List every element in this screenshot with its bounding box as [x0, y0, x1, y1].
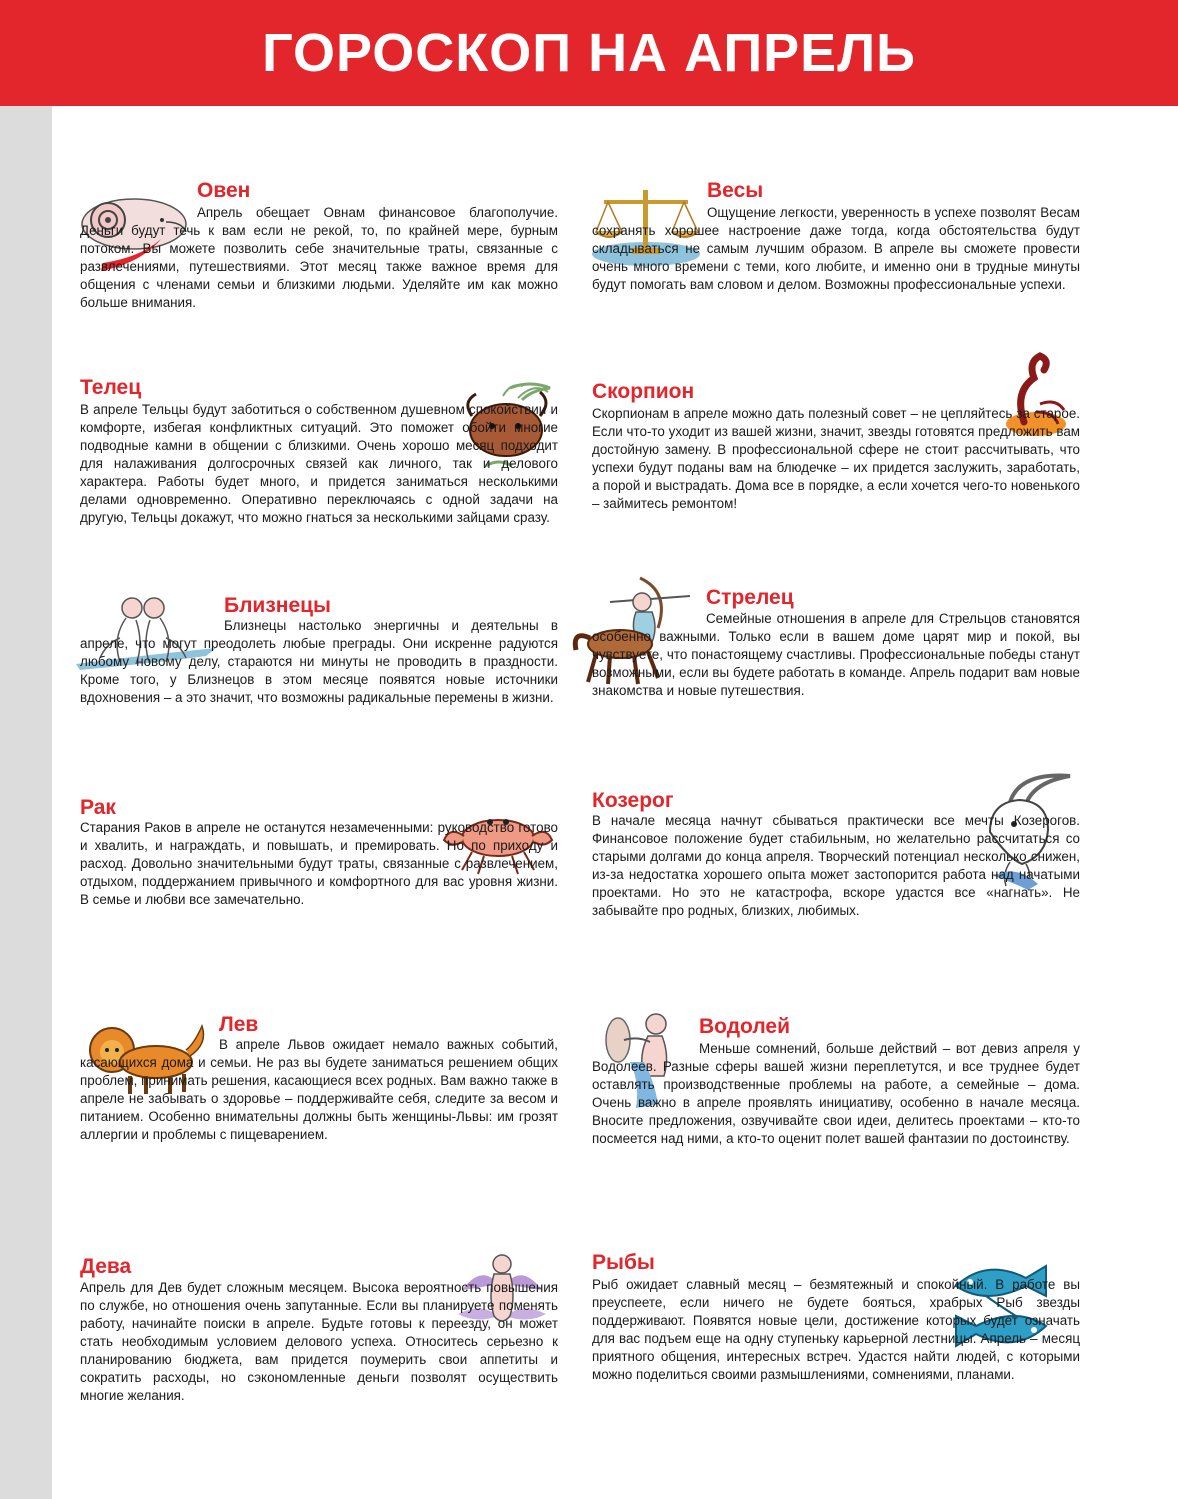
- sign-text-kozerog: В начале месяца начнут сбываться практически все мечты Козерогов. Финансовое положение будет стабильным, но желательно рассчитаться со старыми долгами до конца апреля. Творческий потенциал несколько снижен, из-за недостатка хорошего опыта может застопорится работа над начатыми проектами. Но это не катастрофа, вскоре удастся все «нагнать». Не забывайте про родных, близких, любимых.: [592, 813, 1080, 918]
- sign-text-strelets: Семейные отношения в апреле для Стрельцов становятся особенно важными. Только если в вашем доме царят мир и покой, вы чувствуете, что понастоящему счастливы. Профессиональные победы станут возможными, если вы будете работать в команде. Апрель подарит вам новые знакомства и новые путешествия.: [592, 611, 1080, 698]
- sign-text-rak: Старания Раков в апреле не останутся незамеченными: руководство готово и хвалить, и награждать, и повышать, и премировать. Но по приходу и расход. Довольно значительными будут траты, связанные с развлечением, отдыхом, поддержанием привычного и комфортного для вас уровня жизни. В семье и любви все замечательно.: [80, 820, 558, 907]
- sign-text-lev: В апреле Львов ожидает немало важных событий, касающихся дома и семьи. Не раз вы будете заниматься решением общих проблем, принимать решения, касающиеся всех родных. Вам важно также в апреле не забывать о здоровье – поддерживайте себя, следите за весом и питанием. Особенно внимательны должны быть женщины-Львы: им грозят аллергии и проблемы с пищеварением.: [80, 1037, 558, 1142]
- page-title: ГОРОСКОП НА АПРЕЛЬ: [262, 23, 916, 83]
- sign-name-kozerog: Козерог: [592, 789, 674, 812]
- sign-text-skorpion: Скорпионам в апреле можно дать полезный совет – не цепляйтесь за старое. Если что-то уходит из вашей жизни, значит, звезды готовятся предложить вам достойную замену. В профессиональной сфере не стоит рассчитывать, что успехи будут поданы вам на блюдечке – их придется заслужить, заработать, а порой и выстрадать. Дома все в порядке, а если хочется чего-то новенького – займитесь ремонтом!: [592, 406, 1080, 511]
- sign-text-vesy: Ощущение легкости, уверенность в успехе позволят Весам сохранять хорошее настроение даже тогда, когда обстоятельства будут складываться не самым лучшим образом. В апреле вы сможете провести очень много времени с теми, кого любите, и именно они в трудные минуты будут помогать вам словом и делом. Возможны профессиональные успехи.: [592, 205, 1080, 292]
- sign-name-oven: Овен: [197, 179, 251, 202]
- sign-name-telets: Телец: [80, 376, 142, 399]
- sign-text-deva: Апрель для Дев будет сложным месяцем. Высока вероятность повышения по службе, но отношения очень запутанные. Если вы планируете поменять работу, начинайте поиски в апреле. Будьте готовы к переезду, он может стать необходимым условием делового успеха. Относитесь серьезно к планированию бюджета, вам придется поумерить свои аппетиты и сократить расходы, но сэкономленные деньги позволят осуществить многие желания.: [80, 1280, 558, 1403]
- sign-name-ryby: Рыбы: [592, 1251, 655, 1274]
- page-header: [0, 0, 1178, 106]
- sign-text-vodoley: Меньше сомнений, больше действий – вот девиз апреля у Водолеев. Разные сферы вашей жизни переплетутся, и все труднее будет оставлять производственные проблемы на работе, а семейные – дома. Очень важно в апреле проявлять инициативу, особенно в начале месяца. Вносите предложения, озвучивайте свои идеи, делитесь проектами – кто-то посмеется над ними, а кто-то оценит полет вашей фантазии по достоинству.: [592, 1041, 1080, 1146]
- sign-name-vesy: Весы: [707, 179, 764, 202]
- sign-text-oven: Апрель обещает Овнам финансовое благополучие. Деньги будут течь к вам если не рекой, то, по крайней мере, бурным потоком. Вы можете позволить себе значительные траты, связанные с развлечениями, путешествиями. Этот месяц также важное время для общения с членами семьи и близкими людьми. Уделяйте им как можно больше внимания.: [80, 205, 558, 310]
- sign-name-deva: Дева: [80, 1255, 132, 1278]
- sign-name-rak: Рак: [80, 796, 116, 819]
- sign-name-skorpion: Скорпион: [592, 380, 695, 403]
- sign-name-strelets: Стрелец: [706, 586, 794, 609]
- sign-name-vodoley: Водолей: [699, 1015, 791, 1038]
- side-bar: [0, 106, 52, 1499]
- sign-text-telets: В апреле Тельцы будут заботиться о собственном душевном спокойствии и комфорте, избегая конфликтных ситуаций. Это поможет обойти многие подводные камни в общении с близкими. Очень хорошо месяц подходит для налаживания долгосрочных связей как личного, так и делового характера. Работы будет много, и придется заниматься несколькими делами одновременно. Оперативно переключаясь с одной задачи на другую, Тельцы докажут, что можно гнаться за несколькими зайцами сразу.: [80, 402, 558, 525]
- sign-text-bliznetsy: Близнецы настолько энергичны и деятельны в апреле, что могут преодолеть любые преграды. Они искренне радуются любому новому делу, стараются ни минуты не проводить в праздности. Кроме того, у Близнецов в этом месяце появятся новые источники вдохновения – а это значит, что возможны радикальные перемены в жизни.: [80, 618, 558, 705]
- sign-name-lev: Лев: [219, 1013, 259, 1036]
- sign-name-bliznetsy: Близнецы: [224, 594, 331, 617]
- sign-text-ryby: Рыб ожидает славный месяц – безмятежный и спокойный. В работе вы преуспеете, если ничего не будете бояться, храбрых Рыб звезды поддерживают. Появятся новые цели, достижение которых будет означать для вас подъем еще на одну ступеньку карьерной лестницы. Апрель – месяц приятного общения, интересных встреч. Удастся найти людей, с которыми можно поделиться своими размышлениями, сомнениями, планами.: [592, 1277, 1080, 1382]
